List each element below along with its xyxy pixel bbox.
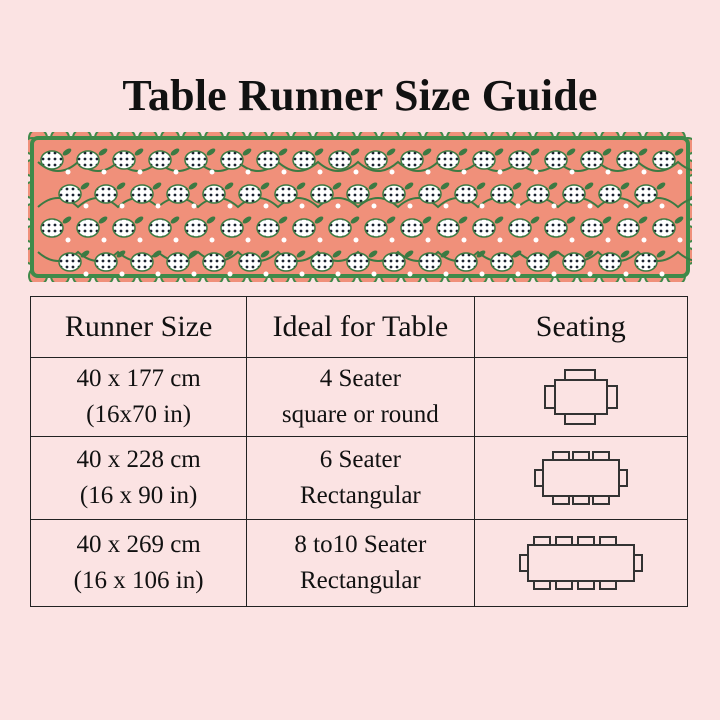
size-cm: 40 x 228 cm: [76, 445, 201, 473]
size-in: (16 x 90 in): [79, 482, 198, 509]
square-table-4-seats-icon: [541, 366, 621, 428]
seating-cell: [474, 520, 687, 607]
rect-table-6-seats-icon: [533, 450, 629, 506]
page-title: Table Runner Size Guide: [122, 71, 598, 120]
header-ideal-for-table: Ideal for Table: [247, 297, 474, 358]
size-in: (16x70 in): [86, 401, 192, 428]
header-seating: Seating: [474, 297, 687, 358]
size-in: (16 x 106 in): [73, 567, 204, 594]
header-runner-size: Runner Size: [31, 297, 247, 358]
size-cm: 40 x 269 cm: [76, 530, 201, 558]
ideal-table-cell: [247, 437, 474, 520]
seats-label: 8 to10 Seater: [294, 530, 427, 558]
shape-label: square or round: [281, 401, 439, 428]
ideal-table-cell: [247, 358, 474, 437]
seats-label: 4 Seater: [319, 364, 401, 392]
table-row: [31, 437, 688, 520]
shape-label: Rectangular: [299, 567, 421, 594]
table-row: [31, 358, 688, 437]
table-runner-image: [28, 132, 692, 282]
ideal-table-cell: [247, 520, 474, 607]
size-guide-table: [30, 296, 688, 607]
seats-label: 6 Seater: [319, 445, 401, 473]
seating-cell: [474, 437, 687, 520]
rect-table-10-seats-icon: [518, 535, 644, 591]
runner-size-cell: [31, 437, 247, 520]
seating-cell: [474, 358, 687, 437]
runner-size-cell: [31, 358, 247, 437]
table-header-row: [31, 297, 688, 358]
shape-label: Rectangular: [299, 482, 421, 509]
runner-size-cell: [31, 520, 247, 607]
table-row: [31, 520, 688, 607]
size-cm: 40 x 177 cm: [76, 364, 201, 392]
